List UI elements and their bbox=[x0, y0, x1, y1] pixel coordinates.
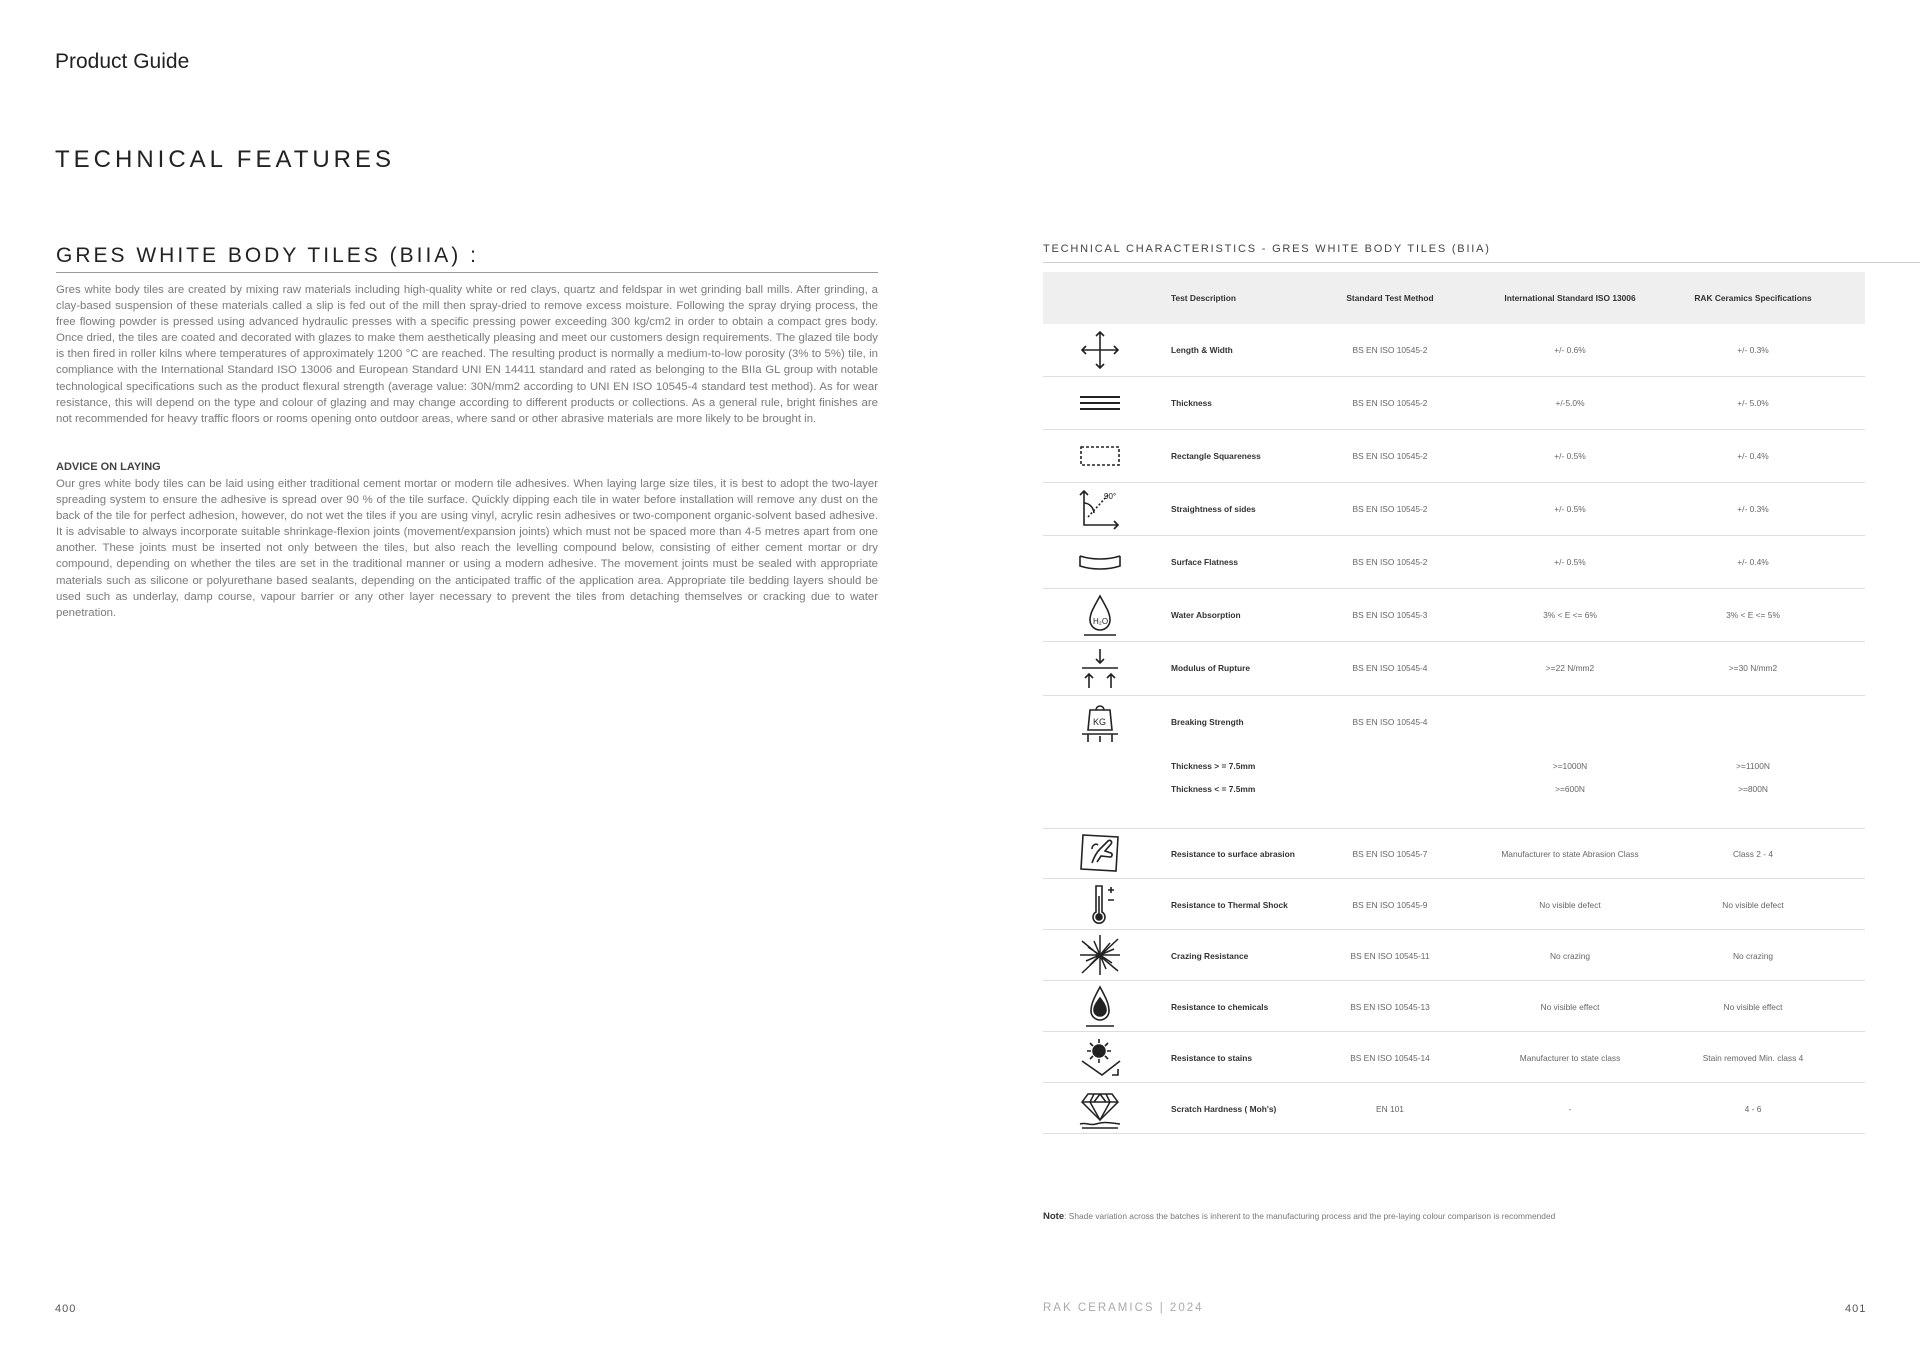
row-iso: +/- 0.5% bbox=[1554, 504, 1586, 514]
row-iso: +/-5.0% bbox=[1555, 398, 1585, 408]
svg-text:90°: 90° bbox=[1104, 492, 1117, 501]
intro-paragraph: Gres white body tiles are created by mixing raw materials including high-quality white or red clays, quartz and feldspar in wet grinding ball mills. After grinding, a clay-based suspension of these materials called a slip is fed out of the mill then spray-dried to remove excess moisture. Following the spray drying process, the free flowing powder is pressed using advanced hydraulic presses with a specific pressing power exceeding 300 kg/cm2 in order to obtain a compact gres body. Once dried, the tiles are coated and decorated with glazes to make them aesthetically pleasing and meet our customers design requirements. The glazed tile body is then fired in roller kilns where temperatures of approximately 1200 °C are reached. The resulting product is normally a medium-to-low porosity (3% to 5%) tile, in compliance with the International Standard ISO 13006 and European Standard UNI EN 14411 standard and rated as belonging to the BIIa GL group with notable technological specifications such as the product flexural strength (average value: 30N/mm2 according to UNI EN ISO 10545-4 standard test method). As for wear resistance, this will depend on the type and colour of glazing and may change according to different products or collections. As a general rule, bright finishes are not recommended for heavy traffic floors or rooms opening onto outdoor areas, where sand or other abrasive materials are more likely to be brought in. bbox=[56, 284, 878, 425]
row-rak: 4 - 6 bbox=[1744, 1104, 1762, 1114]
sub-row-rak: >=1100N bbox=[1736, 761, 1770, 771]
technical-characteristics-table bbox=[1043, 272, 1865, 1134]
svg-text:H₂O: H₂O bbox=[1093, 617, 1109, 626]
table-title-divider bbox=[1043, 262, 1920, 263]
table-row bbox=[1043, 930, 1865, 981]
row-desc: Scratch Hardness ( Moh's) bbox=[1171, 1104, 1277, 1114]
row-desc: Resistance to Thermal Shock bbox=[1171, 900, 1288, 910]
svg-text:KG: KG bbox=[1093, 717, 1107, 727]
chemical-drop-icon bbox=[1078, 984, 1122, 1028]
row-iso: No visible effect bbox=[1540, 1002, 1600, 1012]
row-rak: +/- 0.3% bbox=[1737, 345, 1769, 355]
pressure-arrows-icon bbox=[1078, 646, 1122, 690]
table-row bbox=[1043, 1083, 1865, 1134]
row-desc: Crazing Resistance bbox=[1171, 951, 1249, 961]
sub-row-iso: >=1000N bbox=[1552, 761, 1588, 771]
row-desc: Thickness bbox=[1171, 398, 1212, 408]
row-method: BS EN ISO 10545-2 bbox=[1352, 451, 1428, 461]
sub-row-rak: >=800N bbox=[1738, 784, 1768, 794]
row-method: BS EN ISO 10545-2 bbox=[1352, 504, 1428, 514]
row-rak: No visible defect bbox=[1722, 900, 1784, 910]
row-desc: Modulus of Rupture bbox=[1171, 663, 1251, 673]
advice-paragraph: Our gres white body tiles can be laid using either traditional cement mortar or modern tile adhesives. When laying large size tiles, it is best to adopt the two-layer spreading system to ensure the adhesive is spread over 90 % of the tile surface. Quickly dipping each tile in water before installation will remove any dust on the back of the tile for perfect adhesion, however, do not wet the tiles if you are using vinyl, acrylic resin adhesives or two-component organic-solvent based adhesive. It is advisable to always incorporate suitable shrinkage-flexion joints (movement/expansion joints) which must not be spaced more than 4-5 metres apart from one another. These joints must be inserted not only between the tiles, but also reach the levelling compound below, consisting of either cement mortar or dry compound, depending on whether the tiles are set in the traditional manner or using a modern adhesive. The movement joints must be sealed with appropriate materials such as silicone or polyurethane based sealants, depending on the anticipated traffic of the application area. Appropriate tile bedding layers should be used such as underlay, damp course, vapour barrier or any other layer necessary to prevent the tiles from detaching themselves or cracking due to water penetration. bbox=[56, 478, 878, 619]
row-method: BS EN ISO 10545-9 bbox=[1352, 900, 1428, 910]
row-method: BS EN ISO 10545-2 bbox=[1352, 398, 1428, 408]
page-number-right: 401 bbox=[1845, 1303, 1867, 1315]
row-rak: No visible effect bbox=[1723, 1002, 1783, 1012]
section-title: GRES WHITE BODY TILES (BIIA) : bbox=[56, 244, 479, 267]
table-row bbox=[1043, 483, 1865, 536]
product-guide-label: Product Guide bbox=[55, 50, 190, 73]
sub-row-iso: >=600N bbox=[1555, 784, 1585, 794]
row-desc: Resistance to chemicals bbox=[1171, 1002, 1269, 1012]
header-standard-test-method: Standard Test Method bbox=[1346, 293, 1434, 303]
row-desc: Surface Flatness bbox=[1171, 557, 1239, 567]
dashed-rectangle-icon bbox=[1078, 434, 1122, 478]
water-drop-icon bbox=[1078, 593, 1122, 637]
row-desc: Rectangle Squareness bbox=[1171, 451, 1261, 461]
right-angle-icon bbox=[1078, 487, 1122, 531]
thickness-lines-icon bbox=[1078, 381, 1122, 425]
row-desc: Length & Width bbox=[1171, 345, 1233, 355]
page-number-left: 400 bbox=[55, 1303, 77, 1315]
curved-surface-icon bbox=[1078, 540, 1122, 584]
table-row bbox=[1043, 536, 1865, 589]
table-row bbox=[1043, 981, 1865, 1032]
sub-row-desc: Thickness < = 7.5mm bbox=[1171, 784, 1256, 794]
weight-kg-icon bbox=[1078, 700, 1122, 744]
abrasion-hand-icon bbox=[1078, 831, 1122, 875]
diamond-icon bbox=[1078, 1086, 1122, 1130]
row-iso: No crazing bbox=[1549, 951, 1591, 961]
page-title: TECHNICAL FEATURES bbox=[55, 146, 396, 173]
row-iso: Manufacturer to state class bbox=[1519, 1053, 1621, 1063]
row-method: BS EN ISO 10545-2 bbox=[1352, 557, 1428, 567]
row-rak: +/- 0.4% bbox=[1737, 557, 1769, 567]
row-iso: +/- 0.5% bbox=[1554, 557, 1586, 567]
advice-heading: ADVICE ON LAYING bbox=[56, 461, 161, 473]
header-rak-specifications: RAK Ceramics Specifications bbox=[1694, 293, 1812, 303]
row-method: BS EN ISO 10545-11 bbox=[1350, 951, 1430, 961]
table-row bbox=[1043, 829, 1865, 879]
row-desc: Resistance to surface abrasion bbox=[1171, 849, 1295, 859]
row-iso: +/- 0.5% bbox=[1554, 451, 1586, 461]
table-row bbox=[1043, 324, 1865, 377]
row-rak: +/- 5.0% bbox=[1737, 398, 1769, 408]
row-rak: +/- 0.3% bbox=[1737, 504, 1769, 514]
thermometer-icon bbox=[1078, 882, 1122, 926]
row-method: BS EN ISO 10545-13 bbox=[1350, 1002, 1430, 1012]
row-iso: No visible defect bbox=[1539, 900, 1601, 910]
row-iso: Manufacturer to state Abrasion Class bbox=[1501, 849, 1639, 859]
row-method: EN 101 bbox=[1376, 1104, 1404, 1114]
row-method: BS EN ISO 10545-7 bbox=[1352, 849, 1428, 859]
row-desc: Straightness of sides bbox=[1171, 504, 1256, 514]
table-row bbox=[1043, 1032, 1865, 1083]
table-row bbox=[1043, 879, 1865, 930]
header-test-description: Test Description bbox=[1171, 293, 1236, 303]
table-row bbox=[1043, 589, 1865, 642]
note-label: Note bbox=[1043, 1211, 1065, 1222]
table-row bbox=[1043, 377, 1865, 430]
table-row bbox=[1043, 430, 1865, 483]
row-method: BS EN ISO 10545-14 bbox=[1350, 1053, 1430, 1063]
row-rak: >=30 N/mm2 bbox=[1728, 663, 1778, 673]
row-iso: +/- 0.6% bbox=[1554, 345, 1586, 355]
row-method: BS EN ISO 10545-3 bbox=[1352, 610, 1428, 620]
arrows-cross-icon bbox=[1078, 328, 1122, 372]
row-method: BS EN ISO 10545-4 bbox=[1352, 717, 1428, 727]
sub-row-desc: Thickness > = 7.5mm bbox=[1171, 761, 1256, 771]
header-iso-standard: International Standard ISO 13006 bbox=[1504, 293, 1636, 303]
table-row bbox=[1043, 696, 1865, 829]
row-method: BS EN ISO 10545-4 bbox=[1352, 663, 1428, 673]
row-rak: Class 2 - 4 bbox=[1732, 849, 1774, 859]
row-method: BS EN ISO 10545-2 bbox=[1352, 345, 1428, 355]
row-desc: Breaking Strength bbox=[1171, 717, 1244, 727]
table-note bbox=[1043, 1211, 1555, 1222]
section-divider bbox=[56, 272, 878, 273]
row-rak: 3% < E <= 5% bbox=[1726, 610, 1780, 620]
note-text: : Shade variation across the batches is inherent to the manufacturing process and the pre-laying colour comparison is recommended bbox=[1064, 1211, 1556, 1221]
table-header-row bbox=[1043, 272, 1865, 324]
row-rak: Stain removed Min. class 4 bbox=[1702, 1053, 1804, 1063]
row-iso: - bbox=[1568, 1104, 1572, 1114]
table-row bbox=[1043, 642, 1865, 696]
table-title: TECHNICAL CHARACTERISTICS - GRES WHITE BODY TILES (BIIA) bbox=[1043, 243, 1491, 255]
row-desc: Water Absorption bbox=[1171, 610, 1241, 620]
row-iso: 3% < E <= 6% bbox=[1543, 610, 1597, 620]
footer-brand: RAK CERAMICS | 2024 bbox=[1043, 1302, 1204, 1314]
row-iso: >=22 N/mm2 bbox=[1545, 663, 1595, 673]
row-rak: +/- 0.4% bbox=[1737, 451, 1769, 461]
row-desc: Resistance to stains bbox=[1171, 1053, 1252, 1063]
crazing-icon bbox=[1078, 933, 1122, 977]
stain-icon bbox=[1078, 1035, 1122, 1079]
row-rak: No crazing bbox=[1732, 951, 1774, 961]
